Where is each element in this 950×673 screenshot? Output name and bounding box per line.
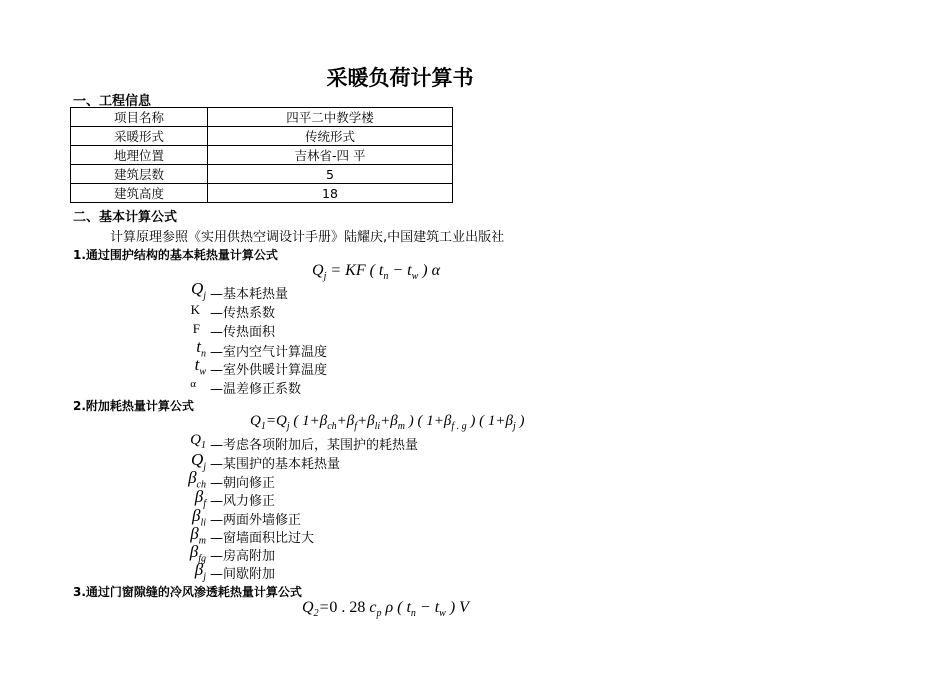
definition: —朝向修正 [210, 476, 276, 491]
table-row [71, 165, 453, 184]
table-cell-value: 5 [208, 165, 453, 184]
table-cell-value: 18 [208, 184, 453, 203]
section-heading-project-info: 一、工程信息 [73, 94, 152, 109]
symbol-alpha: α [190, 378, 196, 390]
formula-1-heading: 1.通过围护结构的基本耗热量计算公式 [73, 248, 278, 262]
symbol-k: K [190, 302, 200, 317]
definition: —传热面积 [210, 325, 276, 340]
formula-3-heading: 3.通过门窗隙缝的冷风渗透耗热量计算公式 [73, 585, 302, 599]
formula-3-equation: $Q_2=0$ . 28 $c_p$ ρ ( $t_n - t_w$ ) V [302, 599, 469, 620]
project-info-table [70, 107, 453, 203]
definition: —窗墙面积比过大 [210, 531, 315, 546]
definition: —室外供暖计算温度 [210, 363, 328, 378]
table-cell-label: 建筑层数 [71, 165, 208, 184]
table-cell-label: 采暖形式 [71, 127, 208, 146]
definition: —间歇附加 [210, 567, 276, 582]
table-row [71, 127, 453, 146]
table-cell-value: 四平二中教学楼 [208, 108, 453, 127]
symbol-q1: $Q_1$ [190, 432, 206, 451]
definition: —基本耗热量 [210, 287, 289, 302]
symbol-beta-li: $\beta_{li}$ [191, 506, 206, 529]
definition: —房高附加 [210, 549, 276, 564]
table-row [71, 146, 453, 165]
symbol-beta-j: $\beta_j$ [194, 560, 206, 583]
symbol-beta-fg: $\beta_{fg}$ [189, 542, 206, 565]
symbol-beta-f: $\beta_f$ [194, 487, 206, 510]
table-row [71, 108, 453, 127]
formula-1-equation: $Q_j$ = KF ( $t_n - t_w$ ) α [312, 262, 441, 283]
table-cell-value: 吉林省-四 平 [208, 146, 453, 165]
definition: —温差修正系数 [210, 382, 302, 397]
symbol-tn: $t_n$ [196, 337, 206, 360]
symbol-qj: $Q_j$ [190, 450, 206, 473]
symbol-tw: $t_w$ [194, 355, 206, 378]
table-cell-label: 地理位置 [71, 146, 208, 165]
definition: —传热系数 [210, 306, 276, 321]
section-heading-formulas: 二、基本计算公式 [73, 210, 178, 225]
definition: —两面外墙修正 [210, 513, 302, 528]
symbol-f: F [192, 321, 200, 336]
symbol-qj: $Q_j$ [190, 279, 206, 302]
formula-2-heading: 2.附加耗热量计算公式 [73, 399, 194, 413]
table-cell-label: 项目名称 [71, 108, 208, 127]
table-cell-value: 传统形式 [208, 127, 453, 146]
table-row [71, 184, 453, 203]
reference-note: 计算原理参照《实用供热空调设计手册》陆耀庆,中国建筑工业出版社 [110, 230, 505, 245]
definition: —室内空气计算温度 [210, 345, 328, 360]
definition: —风力修正 [210, 494, 276, 509]
page-title: 采暖负荷计算书 [326, 66, 474, 90]
symbol-beta-m: $\beta_m$ [190, 524, 206, 547]
table-cell-label: 建筑高度 [71, 184, 208, 203]
definition: —考虑各项附加后，某围护的耗热量 [210, 438, 419, 453]
formula-2-equation: $Q_1=Q_j$ ( $1+\beta_{ch}+\beta_f+\beta_{li}+\beta_m$ ) ( $1+\beta_{f . g}$ ) ( $1+\beta_j$ ) [250, 413, 525, 432]
definition: —某围护的基本耗热量 [210, 457, 341, 472]
symbol-beta-ch: $\beta_{ch}$ [188, 468, 206, 491]
